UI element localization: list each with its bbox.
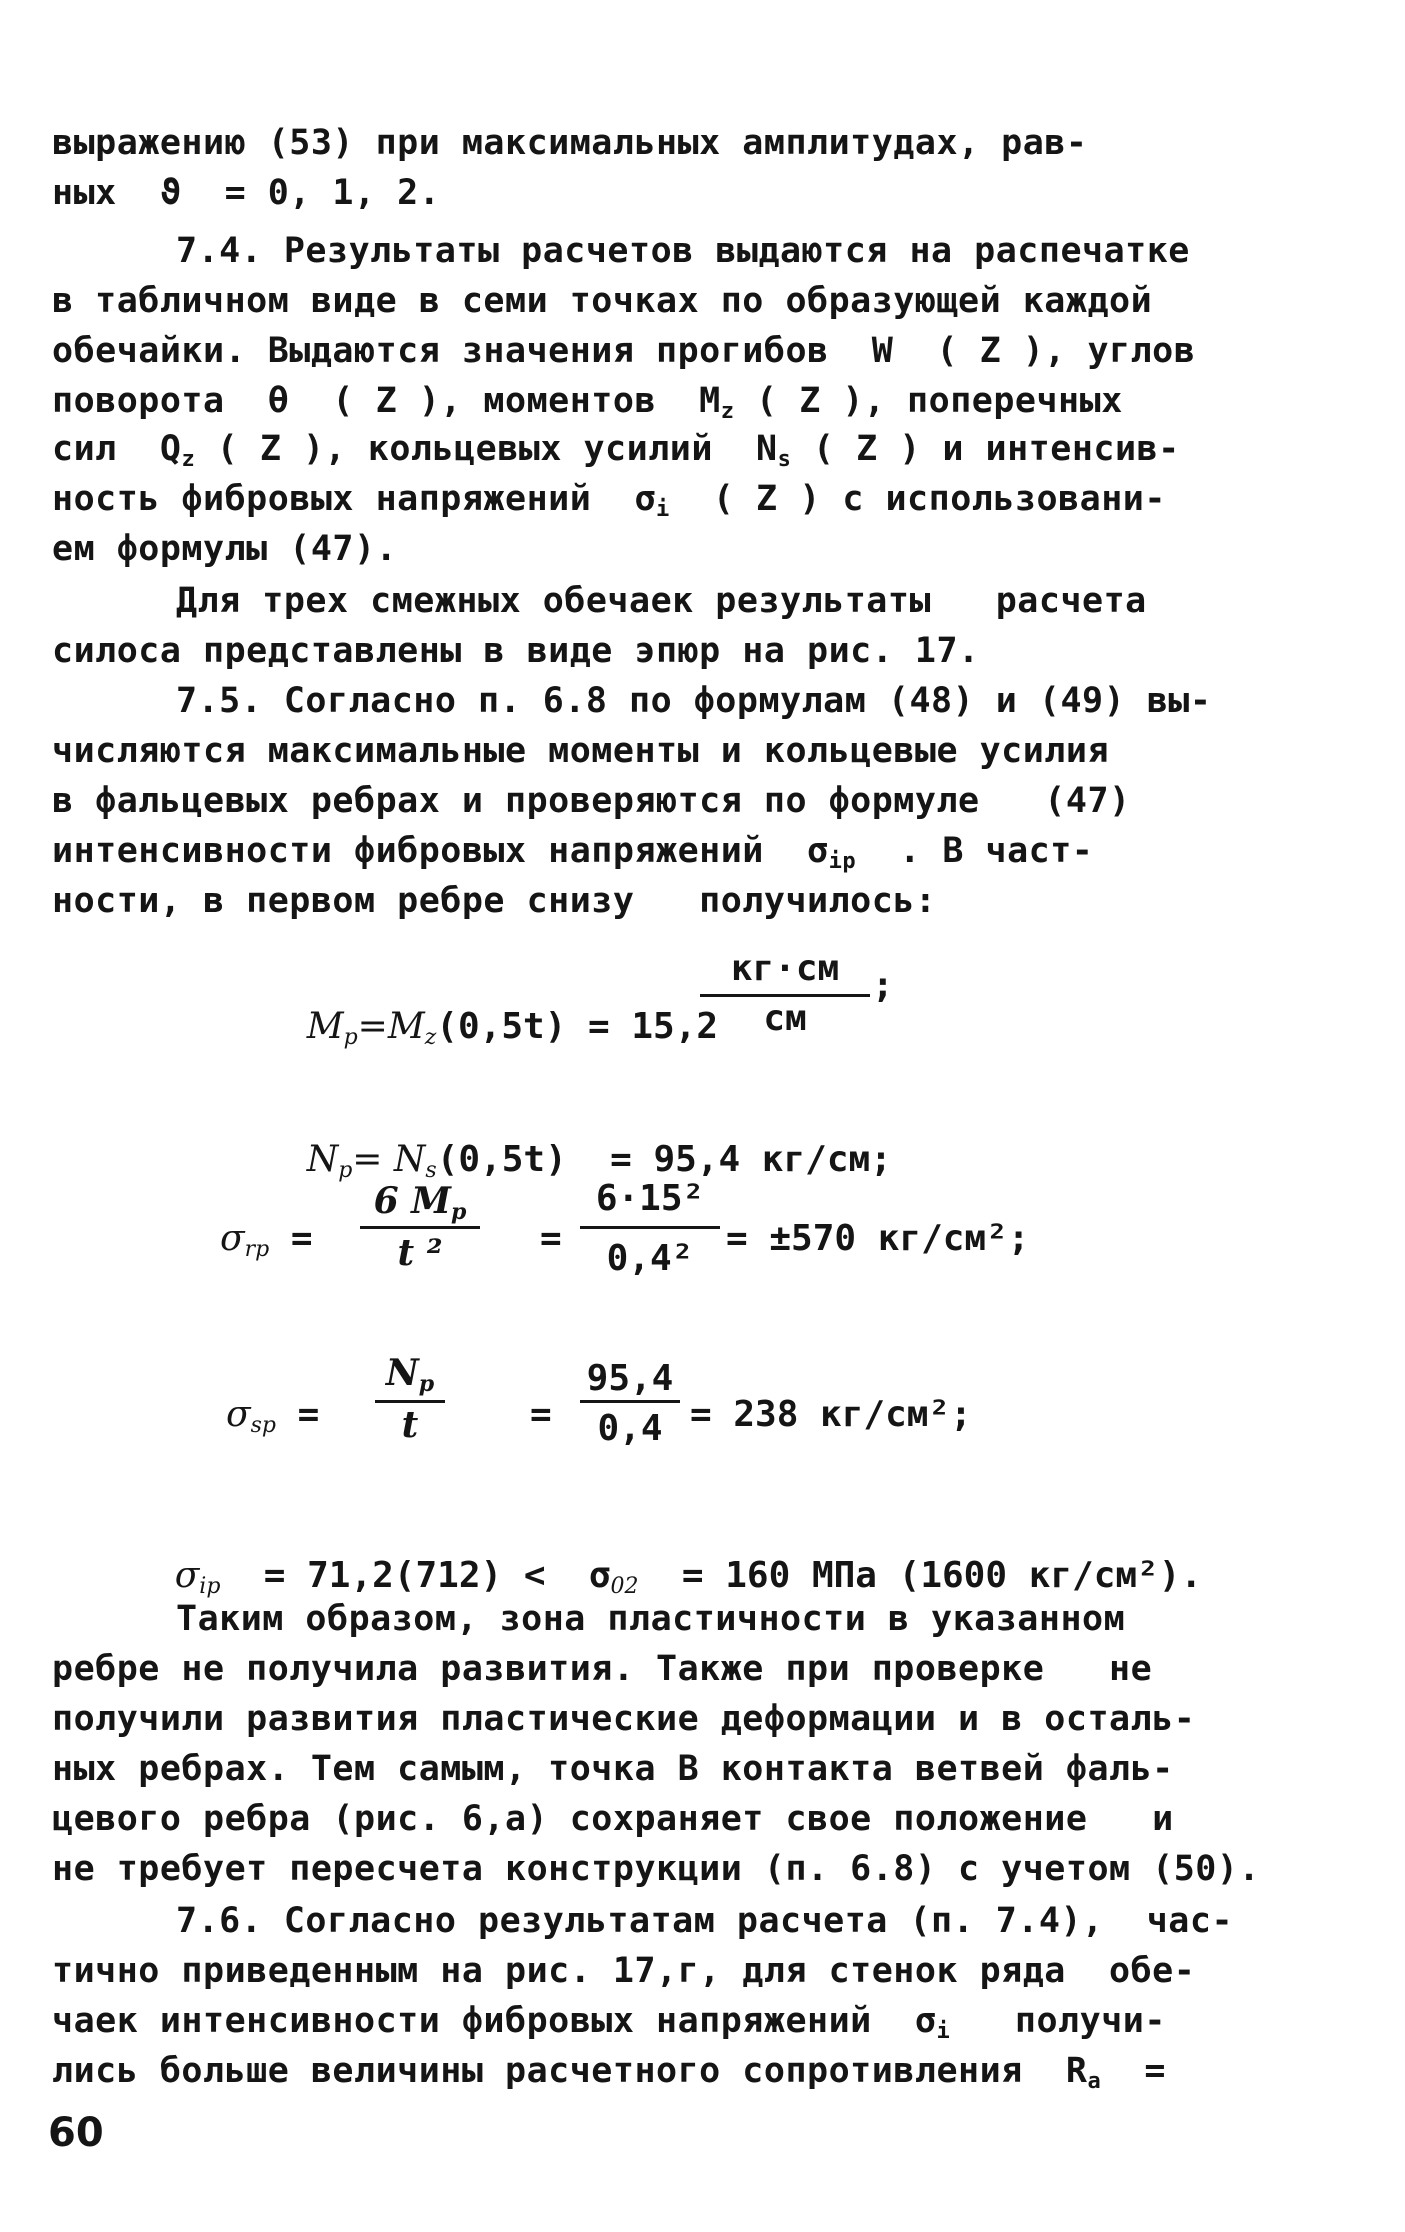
text-line: 7.4. Результаты расчетов выдаются на распечатке bbox=[176, 231, 1190, 271]
equation-3-numerator-2: 6·15² bbox=[595, 1178, 705, 1219]
fraction-bar bbox=[360, 1226, 480, 1229]
text-line: ребре не получила развития. Также при проверке не bbox=[52, 1649, 1153, 1689]
equation-4-denominator-2: 0,4 bbox=[597, 1408, 663, 1449]
equation-4-result: = 238 кг/см²; bbox=[690, 1394, 972, 1435]
equation-3-lhs: $\sigma_{rp}$ = bbox=[220, 1218, 313, 1262]
text-line: силоса представлены в виде эпюр на рис. 17. bbox=[52, 631, 980, 671]
text-line: цевого ребра (рис. 6,а) сохраняет свое положение и bbox=[52, 1799, 1174, 1839]
equation-4-denominator-1: t bbox=[401, 1404, 419, 1446]
page-number: 60 bbox=[48, 2110, 104, 2156]
text-line: 7.6. Согласно результатам расчета (п. 7.4), час- bbox=[176, 1901, 1234, 1941]
equation-3-denominator-1: t ² bbox=[397, 1232, 443, 1274]
equals-sign: = bbox=[540, 1218, 562, 1259]
fraction-bar bbox=[700, 994, 870, 997]
fraction-bar bbox=[375, 1400, 445, 1403]
text-line: числяются максимальные моменты и кольцевые усилия bbox=[52, 731, 1110, 771]
equation-2: $N_p= N_s(0,5t) = 95,4$ кг/см; bbox=[306, 1139, 892, 1183]
equation-1-denominator: см bbox=[763, 998, 807, 1039]
equation-4-numerator-2: 95,4 bbox=[586, 1358, 674, 1399]
equation-1-end: ; bbox=[872, 965, 894, 1006]
equation-1: $M_p=M_z(0,5t) = 15,2$ bbox=[306, 1006, 719, 1050]
text-line: обечайки. Выдаются значения прогибов W ( Z ), углов bbox=[52, 331, 1196, 371]
text-line: Для трех смежных обечаек результаты расчета bbox=[176, 581, 1147, 621]
text-line: тично приведенным на рис. 17,г, для стенок ряда обе- bbox=[52, 1951, 1196, 1991]
fraction-bar bbox=[580, 1400, 680, 1403]
equals-sign: = bbox=[530, 1394, 552, 1435]
text-line: 7.5. Согласно п. 6.8 по формулам (48) и (49) вы- bbox=[176, 681, 1212, 721]
text-line: в фальцевых ребрах и проверяются по формуле (47) bbox=[52, 781, 1131, 821]
text-line: ности, в первом ребре снизу получилось: bbox=[52, 881, 937, 921]
text-line: поворота θ ( Z ), моментов $M_z$ ( Z ), поперечных bbox=[52, 381, 1123, 424]
equation-5: $\sigma_{ip} = 71,2(712) < \sigma_{02} = 160$ МПа (1600 кг/см²). bbox=[174, 1555, 1203, 1599]
fraction-bar bbox=[580, 1226, 720, 1229]
text-line: чаек интенсивности фибровых напряжений $\sigma_i$ получи- bbox=[52, 2001, 1166, 2044]
text-line: сил $Q_z$ ( Z ), кольцевых усилий $N_s$ ( Z ) и интенсив- bbox=[52, 429, 1180, 472]
equation-3-denominator-2: 0,4² bbox=[606, 1238, 694, 1279]
equation-3-numerator-1: 6 $M_p$ bbox=[373, 1180, 467, 1225]
text-line: получили развития пластические деформации и в осталь- bbox=[52, 1699, 1196, 1739]
text-line: ность фибровых напряжений $\sigma_i$ ( Z ) с использовани- bbox=[52, 479, 1166, 522]
text-line: не требует пересчета конструкции (п. 6.8) с учетом (50). bbox=[52, 1849, 1261, 1889]
text-line: лись больше величины расчетного сопротивления $R_a$ = bbox=[52, 2051, 1166, 2094]
text-line: выражению (53) при максимальных амплитудах, рав- bbox=[52, 123, 1088, 163]
equation-3-result: = ±570 кг/см²; bbox=[726, 1218, 1030, 1259]
text-line: в табличном виде в семи точках по образующей каждой bbox=[52, 281, 1153, 321]
equation-1-numerator: кг·см bbox=[730, 948, 840, 989]
equation-4-lhs: $\sigma_{sp}$ = bbox=[226, 1394, 320, 1438]
text-line: ем формулы (47). bbox=[52, 529, 398, 569]
text-line: ных ребрах. Тем самым, точка В контакта ветвей фаль- bbox=[52, 1749, 1174, 1789]
text-line: Таким образом, зона пластичности в указанном bbox=[176, 1599, 1126, 1639]
equation-4-numerator-1: $N_p$ bbox=[385, 1352, 435, 1397]
text-line: ных ϑ = 0, 1, 2. bbox=[52, 173, 441, 213]
text-line: интенсивности фибровых напряжений $\sigma_{ip}$ . В част- bbox=[52, 831, 1094, 874]
